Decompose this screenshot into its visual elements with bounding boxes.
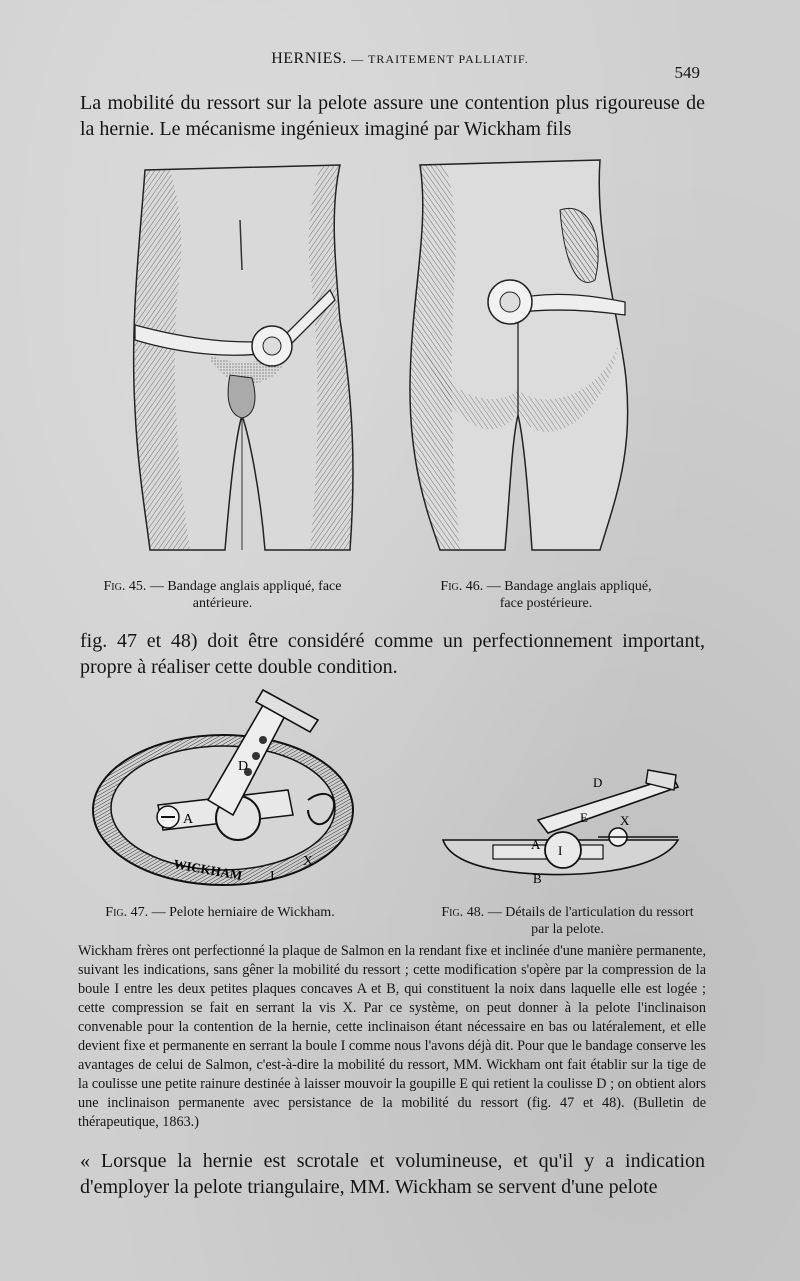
caption-fig-48 [440, 904, 695, 938]
fig48-label-x: X [620, 813, 630, 828]
caption-fig-45-number: Fig. 45. [103, 579, 147, 594]
running-title: HERNIES. [271, 50, 347, 67]
fig47-label-a: A [183, 812, 194, 827]
figure-48-illustration [438, 765, 688, 890]
caption-fig-47-text: — Pelote herniaire de Wickham. [148, 905, 335, 920]
caption-fig-48-number: Fig. 48. [441, 905, 485, 920]
caption-fig-47 [85, 904, 355, 921]
caption-fig-46 [430, 578, 662, 612]
caption-fig-48-text: — Détails de l'articulation du ressort par la pelote. [484, 905, 694, 937]
page-number: 549 [674, 63, 700, 82]
running-subtitle: — TRAITEMENT PALLIATIF. [351, 52, 529, 66]
paragraph-bottom: « Lorsque la hernie est scrotale et volumineuse, et qu'il y a indication d'employer la pelote triangulaire, MM. Wickham se servent d'une pelote [80, 1150, 705, 1198]
fig47-label-i: I [270, 869, 275, 884]
fig47-label-d: D [238, 759, 249, 774]
fig48-label-e: E [580, 810, 588, 825]
caption-fig-46-text: — Bandage anglais appliqué, face postérieure. [483, 579, 652, 611]
caption-fig-47-number: Fig. 47. [105, 905, 149, 920]
caption-fig-45-text: — Bandage anglais appliqué, face antérieure. [146, 579, 342, 611]
paragraph-middle: fig. 47 et 48) doit être considéré comme un perfectionnement important, propre à réaliser cette double condition. [80, 630, 705, 678]
fig47-label-x: X [303, 854, 314, 869]
fig48-label-b: B [533, 871, 542, 886]
figure-46-illustration [400, 150, 640, 560]
fig47-label-wickham: WICKHAM [172, 856, 244, 883]
figure-47-illustration [88, 680, 358, 900]
caption-fig-46-number: Fig. 46. [440, 579, 484, 594]
figure-45-illustration [130, 150, 370, 560]
caption-fig-45 [90, 578, 355, 612]
fig48-label-a: A [531, 837, 541, 852]
fig48-label-d: D [593, 775, 603, 790]
small-print-paragraph: Wickham frères ont perfectionné la plaque de Salmon en la rendant fixe et inclinée d'une manière permanente, suivant les indications, sans gêner la mobilité du ressort ; cette modification s'opère par la compression de la boule I entre les deux petites plaques concaves A et B, qui constituent la noix dans laquelle elle est logée ; cette compression se fait en serrant la vis X. Par ce système, on peut donner à la pelote l'inclinaison convenable pour la contention de la hernie, cette inclinaison étant nécessaire en bas ou latéralement, et elle devient fixe et permanente en serrant la boule I comme nous l'avons déjà dit. Pour que le bandage conserve les avantages de celui de Salmon, c'est-à-dire la mobilité du ressort, MM. Wickham ont fait établir sur la tige de la coulisse une petite rainure destinée à laisser mouvoir la goupille E qui retient la coulisse D ; on obtient alors une inclinaison permanente avec persistance de la mobilité du ressort (fig. 47 et 48). (Bulletin de thérapeutique, 1863.) [78, 943, 706, 1130]
fig48-label-i: I [558, 843, 563, 858]
paragraph-top: La mobilité du ressort sur la pelote assure une contention plus rigoureuse de la hernie. Le mécanisme ingénieux imaginé par Wickham fils [80, 92, 705, 140]
